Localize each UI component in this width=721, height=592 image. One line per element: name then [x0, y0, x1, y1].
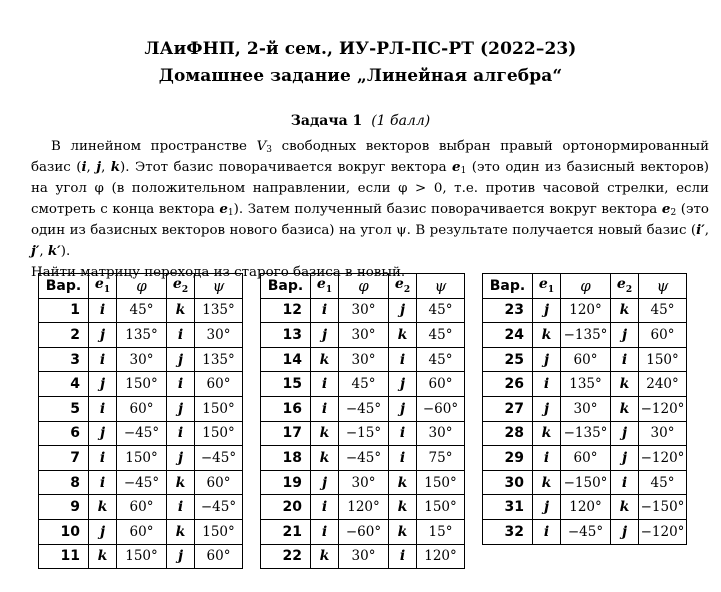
table-row	[261, 495, 465, 520]
angle-psi: −120°	[639, 396, 687, 421]
angle-psi: 240°	[639, 372, 687, 397]
table-row	[261, 470, 465, 495]
rotation-axis-2: i	[611, 470, 639, 495]
rotation-axis-1: i	[311, 298, 339, 323]
variants-table-2	[260, 273, 465, 569]
task-statement	[31, 136, 709, 283]
table-row	[39, 347, 243, 372]
separator: ,	[101, 160, 111, 175]
angle-psi: −120°	[639, 519, 687, 544]
angle-phi: −60°	[339, 519, 389, 544]
rotation-axis-1: j	[311, 323, 339, 348]
angle-psi: 75°	[417, 446, 465, 471]
rotation-axis-1: i	[89, 347, 117, 372]
header-e1-subscript: 1	[325, 285, 333, 296]
rotation-axis-2: k	[167, 298, 195, 323]
vector-i: i	[81, 159, 87, 175]
rotation-axis-1: j	[533, 396, 561, 421]
variant-number: 27	[483, 396, 533, 421]
angle-phi: 30°	[339, 323, 389, 348]
statement-text: ).	[60, 244, 71, 259]
assignment-title: Домашнее задание „Линейная алгебра“	[158, 66, 563, 86]
header-psi: ψ	[417, 274, 465, 299]
table-header-row	[261, 274, 465, 299]
table-row	[261, 519, 465, 544]
angle-phi: 60°	[117, 396, 167, 421]
angle-phi: −150°	[561, 470, 611, 495]
angle-phi: −135°	[561, 323, 611, 348]
variant-number: 10	[39, 519, 89, 544]
angle-psi: 60°	[195, 544, 243, 569]
angle-psi: 60°	[417, 372, 465, 397]
angle-phi: 60°	[561, 347, 611, 372]
variant-number: 26	[483, 372, 533, 397]
variants-table-3	[482, 273, 687, 545]
angle-psi: 60°	[639, 323, 687, 348]
table-row	[39, 470, 243, 495]
angle-phi: 135°	[117, 323, 167, 348]
statement-text: ). Затем полученный базис поворачивается вокруг вектора	[233, 202, 662, 217]
rotation-axis-1: k	[533, 470, 561, 495]
table-row	[39, 446, 243, 471]
table-row	[39, 495, 243, 520]
task-label: Задача 1	[290, 113, 363, 129]
rotation-axis-1: k	[533, 421, 561, 446]
table-row	[261, 323, 465, 348]
header-phi: φ	[117, 274, 167, 299]
header-psi: ψ	[195, 274, 243, 299]
angle-psi: 60°	[195, 470, 243, 495]
header-e2-subscript: 2	[625, 285, 633, 296]
table-row	[483, 323, 687, 348]
variant-number: 13	[261, 323, 311, 348]
angle-phi: 120°	[561, 495, 611, 520]
rotation-axis-1: k	[89, 544, 117, 569]
table-row	[39, 372, 243, 397]
angle-psi: 120°	[417, 544, 465, 569]
variant-number: 23	[483, 298, 533, 323]
vector-i-prime: i′	[696, 222, 705, 238]
table-row	[483, 372, 687, 397]
vector-e1: e	[219, 201, 228, 217]
angle-phi: 120°	[561, 298, 611, 323]
variant-number: 12	[261, 298, 311, 323]
header-e2	[389, 274, 417, 299]
header-e1-subscript: 1	[547, 285, 555, 296]
angle-psi: 45°	[417, 347, 465, 372]
table-row	[261, 396, 465, 421]
table-row	[261, 446, 465, 471]
variant-number: 9	[39, 495, 89, 520]
angle-phi: −135°	[561, 421, 611, 446]
angle-psi: 150°	[195, 421, 243, 446]
angle-psi: −120°	[639, 446, 687, 471]
rotation-axis-2: j	[389, 298, 417, 323]
rotation-axis-1: j	[311, 470, 339, 495]
variant-number: 6	[39, 421, 89, 446]
task-heading	[0, 113, 721, 129]
table-row	[39, 396, 243, 421]
header-e2-letter: e	[394, 276, 404, 293]
angle-phi: −15°	[339, 421, 389, 446]
variants-table-1	[38, 273, 243, 569]
vector-e2-subscript: 2	[670, 208, 677, 218]
rotation-axis-1: j	[89, 421, 117, 446]
statement-text: (это один из базисных векторов нового базиса) на угол ψ. В результате получается новый базис (	[31, 202, 709, 238]
angle-phi: 30°	[339, 544, 389, 569]
vector-e1-subscript: 1	[227, 208, 234, 218]
task-points: (1 балл)	[371, 113, 431, 129]
rotation-axis-1: j	[533, 298, 561, 323]
rotation-axis-2: i	[611, 347, 639, 372]
angle-psi: −45°	[195, 446, 243, 471]
header-e1	[311, 274, 339, 299]
table-row	[483, 347, 687, 372]
variant-number: 7	[39, 446, 89, 471]
angle-psi: 150°	[195, 519, 243, 544]
header-e2-letter: e	[172, 276, 182, 293]
rotation-axis-2: j	[167, 396, 195, 421]
rotation-axis-1: i	[533, 372, 561, 397]
angle-phi: 45°	[117, 298, 167, 323]
angle-psi: −45°	[195, 495, 243, 520]
vector-e1: e	[452, 159, 461, 175]
rotation-axis-1: i	[311, 396, 339, 421]
table-row	[261, 421, 465, 446]
rotation-axis-2: j	[167, 446, 195, 471]
rotation-axis-2: i	[389, 544, 417, 569]
rotation-axis-2: k	[611, 298, 639, 323]
variant-number: 20	[261, 495, 311, 520]
angle-psi: 45°	[417, 298, 465, 323]
variant-number: 11	[39, 544, 89, 569]
header-psi: ψ	[639, 274, 687, 299]
table-header-row	[483, 274, 687, 299]
angle-phi: −45°	[339, 396, 389, 421]
variant-number: 31	[483, 495, 533, 520]
table-row	[483, 298, 687, 323]
rotation-axis-1: i	[311, 372, 339, 397]
rotation-axis-1: k	[311, 347, 339, 372]
rotation-axis-1: i	[89, 470, 117, 495]
statement-text: В линейном пространстве	[51, 139, 257, 154]
rotation-axis-2: i	[389, 446, 417, 471]
variant-number: 24	[483, 323, 533, 348]
angle-psi: 30°	[639, 421, 687, 446]
variant-number: 1	[39, 298, 89, 323]
rotation-axis-2: i	[167, 372, 195, 397]
rotation-axis-1: k	[533, 323, 561, 348]
angle-psi: 45°	[639, 470, 687, 495]
rotation-axis-2: k	[167, 470, 195, 495]
variant-number: 5	[39, 396, 89, 421]
rotation-axis-1: k	[89, 495, 117, 520]
variant-number: 18	[261, 446, 311, 471]
angle-psi: −150°	[639, 495, 687, 520]
header-e2	[611, 274, 639, 299]
rotation-axis-2: k	[389, 495, 417, 520]
table-row	[39, 519, 243, 544]
variant-number: 21	[261, 519, 311, 544]
header-phi: φ	[561, 274, 611, 299]
rotation-axis-2: j	[611, 421, 639, 446]
angle-phi: 150°	[117, 372, 167, 397]
angle-psi: 135°	[195, 298, 243, 323]
header-e2	[167, 274, 195, 299]
variant-number: 22	[261, 544, 311, 569]
rotation-axis-2: j	[167, 347, 195, 372]
variant-number: 2	[39, 323, 89, 348]
angle-phi: 150°	[117, 544, 167, 569]
angle-phi: −45°	[117, 421, 167, 446]
rotation-axis-2: i	[167, 323, 195, 348]
angle-psi: 150°	[417, 470, 465, 495]
table-row	[39, 421, 243, 446]
table-header-row	[39, 274, 243, 299]
variant-number: 3	[39, 347, 89, 372]
variant-number: 16	[261, 396, 311, 421]
rotation-axis-2: j	[389, 396, 417, 421]
angle-phi: −45°	[561, 519, 611, 544]
angle-psi: 45°	[417, 323, 465, 348]
rotation-axis-2: k	[389, 323, 417, 348]
header-e1	[89, 274, 117, 299]
rotation-axis-1: i	[311, 519, 339, 544]
vector-k-prime: k′	[47, 243, 61, 259]
variant-number: 19	[261, 470, 311, 495]
space-symbol: V	[256, 139, 267, 154]
rotation-axis-1: i	[89, 396, 117, 421]
header-variant: Вар.	[39, 274, 89, 299]
table-row	[261, 544, 465, 569]
rotation-axis-1: i	[533, 446, 561, 471]
separator: ,	[86, 160, 97, 175]
angle-phi: 60°	[117, 495, 167, 520]
rotation-axis-1: i	[89, 298, 117, 323]
course-header: ЛАиФНП, 2-й сем., ИУ-РЛ-ПС-РТ (2022–23)	[144, 39, 577, 59]
vector-k: k	[110, 159, 121, 175]
header-e2-subscript: 2	[403, 285, 411, 296]
rotation-axis-1: j	[89, 519, 117, 544]
rotation-axis-2: k	[389, 519, 417, 544]
vector-j: j	[96, 159, 102, 175]
rotation-axis-2: k	[611, 372, 639, 397]
angle-psi: 15°	[417, 519, 465, 544]
rotation-axis-1: i	[89, 446, 117, 471]
statement-text: (это один из базисный векторов) на угол φ (в положительном направлении, если φ > 0, т.е. против часовой стрелки, если смотреть с конца вектора	[31, 160, 710, 217]
table-row	[483, 470, 687, 495]
rotation-axis-2: i	[389, 421, 417, 446]
rotation-axis-2: j	[611, 323, 639, 348]
statement-question: Найти матрицу перехода из старого базиса в новый.	[31, 265, 406, 280]
rotation-axis-1: i	[311, 495, 339, 520]
variant-number: 25	[483, 347, 533, 372]
angle-phi: 120°	[339, 495, 389, 520]
rotation-axis-1: k	[311, 544, 339, 569]
header-e1	[533, 274, 561, 299]
angle-psi: 30°	[195, 323, 243, 348]
space-subscript: 3	[266, 145, 272, 155]
rotation-axis-2: j	[611, 446, 639, 471]
rotation-axis-1: j	[89, 323, 117, 348]
table-row	[39, 544, 243, 569]
angle-phi: 30°	[339, 298, 389, 323]
header-e2-subscript: 2	[181, 285, 189, 296]
table-row	[483, 519, 687, 544]
header-e1-letter: e	[316, 276, 326, 293]
angle-phi: 30°	[117, 347, 167, 372]
angle-phi: −45°	[339, 446, 389, 471]
angle-phi: 45°	[339, 372, 389, 397]
rotation-axis-1: j	[89, 372, 117, 397]
angle-psi: 60°	[195, 372, 243, 397]
variant-number: 4	[39, 372, 89, 397]
variant-number: 28	[483, 421, 533, 446]
variant-number: 32	[483, 519, 533, 544]
rotation-axis-2: k	[611, 396, 639, 421]
rotation-axis-2: j	[611, 519, 639, 544]
rotation-axis-1: j	[533, 495, 561, 520]
variant-number: 29	[483, 446, 533, 471]
rotation-axis-2: k	[389, 470, 417, 495]
rotation-axis-1: j	[533, 347, 561, 372]
statement-text: ). Этот базис поворачивается вокруг вектора	[120, 160, 453, 175]
vector-e2: e	[661, 201, 671, 217]
separator: ,	[39, 244, 48, 259]
vector-e1-subscript: 1	[460, 166, 467, 176]
table-row	[261, 298, 465, 323]
rotation-axis-2: j	[167, 544, 195, 569]
rotation-axis-2: j	[389, 372, 417, 397]
header-phi: φ	[339, 274, 389, 299]
rotation-axis-2: k	[167, 519, 195, 544]
vector-j-prime: j′	[31, 243, 40, 259]
header-e1-letter: e	[94, 276, 104, 293]
angle-phi: −45°	[117, 470, 167, 495]
table-row	[483, 495, 687, 520]
rotation-axis-2: i	[167, 495, 195, 520]
header-variant: Вар.	[261, 274, 311, 299]
table-row	[483, 396, 687, 421]
variant-number: 8	[39, 470, 89, 495]
variant-number: 14	[261, 347, 311, 372]
rotation-axis-2: i	[389, 347, 417, 372]
rotation-axis-1: k	[311, 446, 339, 471]
variant-number: 30	[483, 470, 533, 495]
table-row	[483, 446, 687, 471]
header-e1-letter: e	[538, 276, 548, 293]
statement-text: свободных векторов выбран правый ортонормированный базис (	[31, 139, 709, 175]
angle-phi: 30°	[339, 347, 389, 372]
rotation-axis-1: k	[311, 421, 339, 446]
angle-phi: 60°	[561, 446, 611, 471]
variant-number: 15	[261, 372, 311, 397]
angle-phi: 30°	[339, 470, 389, 495]
angle-psi: 135°	[195, 347, 243, 372]
table-row	[39, 298, 243, 323]
angle-phi: 135°	[561, 372, 611, 397]
header-variant: Вар.	[483, 274, 533, 299]
angle-psi: 30°	[417, 421, 465, 446]
rotation-axis-2: i	[167, 421, 195, 446]
angle-phi: 150°	[117, 446, 167, 471]
table-row	[261, 347, 465, 372]
angle-psi: −60°	[417, 396, 465, 421]
table-row	[39, 323, 243, 348]
variant-number: 17	[261, 421, 311, 446]
rotation-axis-1: i	[533, 519, 561, 544]
separator: ,	[704, 223, 709, 238]
table-row	[483, 421, 687, 446]
angle-psi: 150°	[639, 347, 687, 372]
header-e2-letter: e	[616, 276, 626, 293]
angle-psi: 45°	[639, 298, 687, 323]
angle-phi: 60°	[117, 519, 167, 544]
header-e1-subscript: 1	[103, 285, 111, 296]
angle-phi: 30°	[561, 396, 611, 421]
table-row	[261, 372, 465, 397]
rotation-axis-2: k	[611, 495, 639, 520]
angle-psi: 150°	[195, 396, 243, 421]
angle-psi: 150°	[417, 495, 465, 520]
